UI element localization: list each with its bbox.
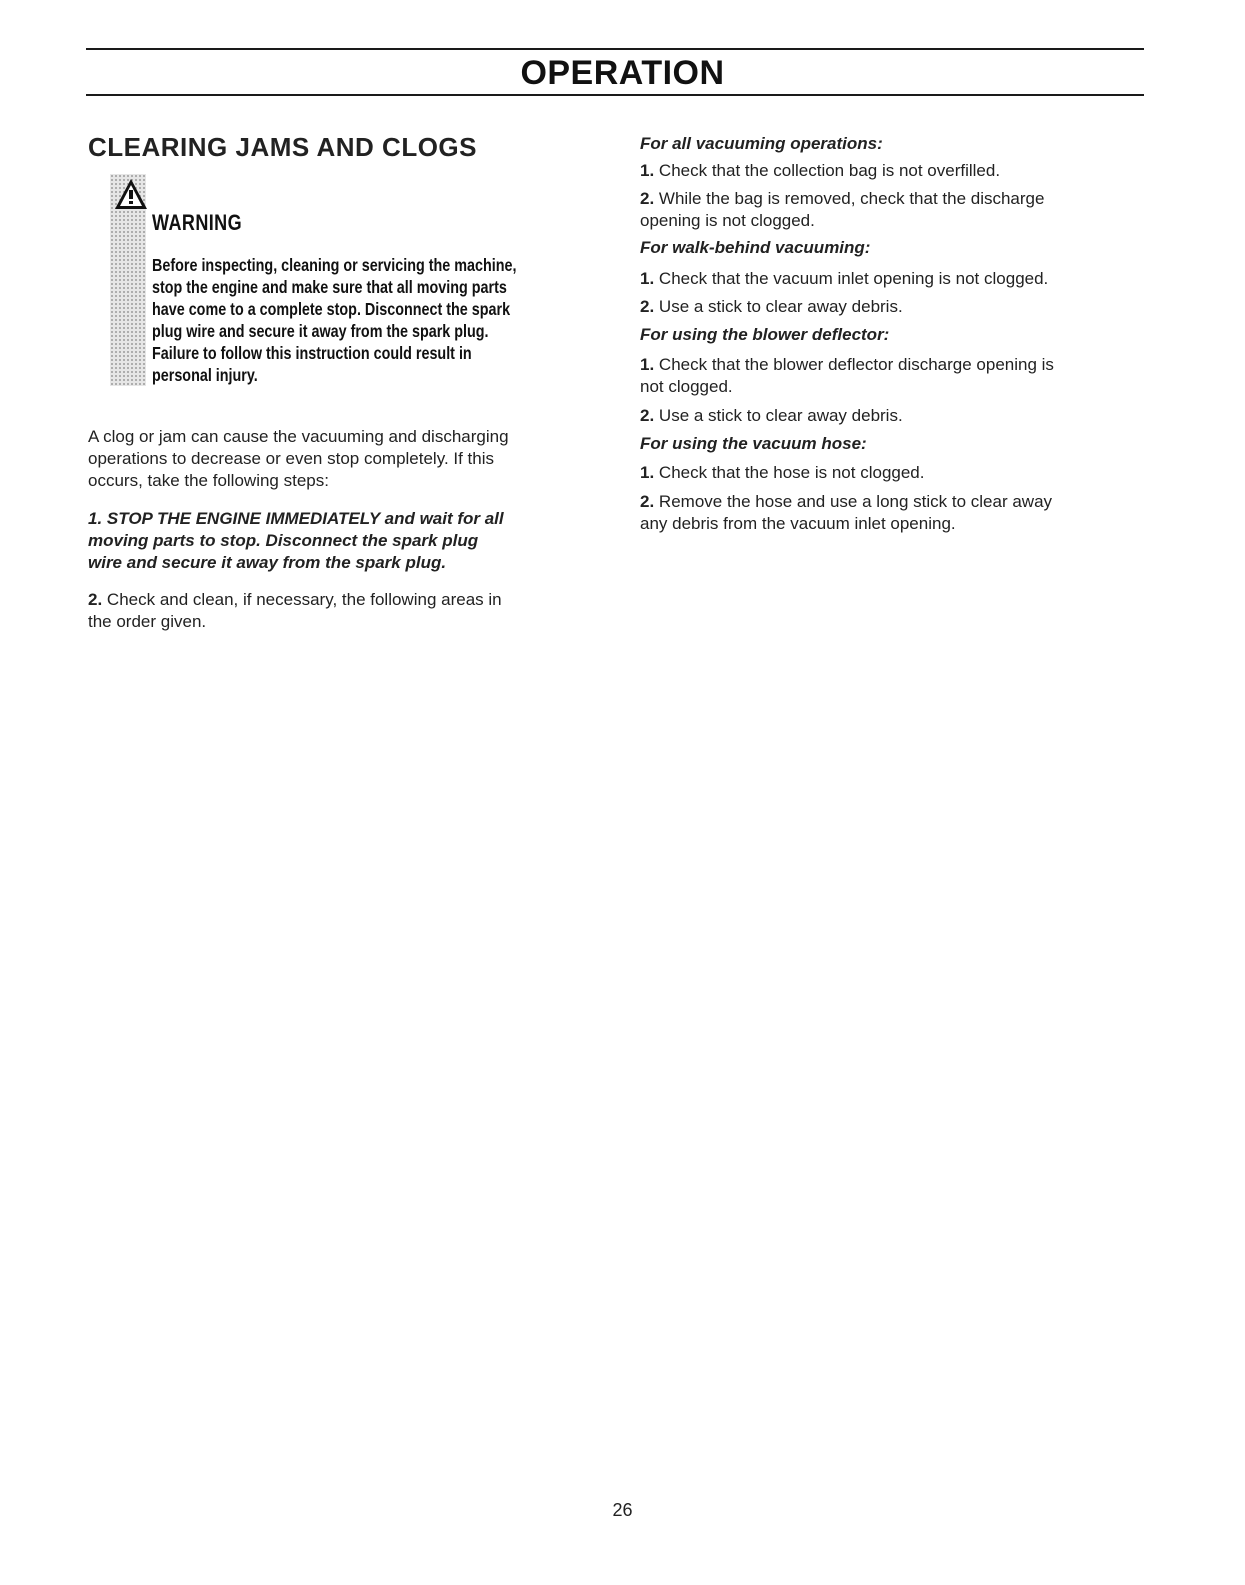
warning-triangle-icon (114, 178, 148, 210)
subheading: For using the vacuum hose: (640, 434, 867, 453)
step-line: moving parts to stop. Disconnect the spark plug (88, 531, 479, 550)
step-line: wire and secure it away from the spark plug. (88, 553, 447, 572)
list-item: 2. Use a stick to clear away debris. (640, 406, 903, 425)
page-number: 26 (612, 1500, 633, 1520)
list-item: 1. Check that the hose is not clogged. (640, 463, 925, 482)
step-number: 2. (88, 590, 103, 609)
warning-heading: WARNING (152, 210, 243, 235)
list-item: 1. Check that the collection bag is not overfilled. (640, 161, 1001, 180)
list-item: 2. Remove the hose and use a long stick to clear away any debris from the vacuum inlet opening. (640, 492, 1053, 533)
list-item: 1. Check that the vacuum inlet opening is not clogged. (640, 269, 1049, 288)
header-rule-top (86, 48, 1144, 50)
step-line: STOP THE ENGINE IMMEDIATELY and wait for all (106, 509, 504, 528)
warning-line: personal injury. (152, 365, 258, 385)
step-line: Check and clean, if necessary, the following areas in (106, 590, 502, 609)
list-item: 1. Check that the blower deflector discharge opening is not clogged. (640, 355, 1054, 396)
section-heading: CLEARING JAMS AND CLOGS (88, 132, 477, 162)
intro-paragraph (88, 426, 608, 492)
page-title: OPERATION (520, 54, 725, 92)
header-rule-bottom (86, 94, 1144, 96)
list-item: 2. While the bag is removed, check that the discharge opening is not clogged. (640, 189, 1045, 230)
step-line: the order given. (88, 612, 207, 631)
warning-box (110, 174, 600, 388)
warning-line: stop the engine and make sure that all moving parts (152, 277, 507, 297)
subheading: For using the blower deflector: (640, 325, 890, 344)
step-2 (88, 589, 608, 633)
warning-line: have come to a complete stop. Disconnect the spark (152, 299, 511, 319)
warning-line: Failure to follow this instruction could result in (152, 343, 472, 363)
subheading: For walk-behind vacuuming: (640, 238, 871, 257)
warning-line: Before inspecting, cleaning or servicing the machine, (152, 255, 517, 275)
list-item: 2. Use a stick to clear away debris. (640, 297, 903, 316)
intro-line: operations to decrease or even stop completely. If this (88, 449, 495, 468)
intro-line: occurs, take the following steps: (88, 471, 329, 490)
subheading: For all vacuuming operations: (640, 134, 883, 153)
warning-line: plug wire and secure it away from the spark plug. (152, 321, 489, 341)
step-number: 1. (88, 509, 103, 528)
intro-line: A clog or jam can cause the vacuuming and discharging (88, 427, 509, 446)
warning-text (152, 254, 595, 386)
step-1 (88, 508, 618, 574)
scan-dotted-line (160, 1243, 1180, 1245)
